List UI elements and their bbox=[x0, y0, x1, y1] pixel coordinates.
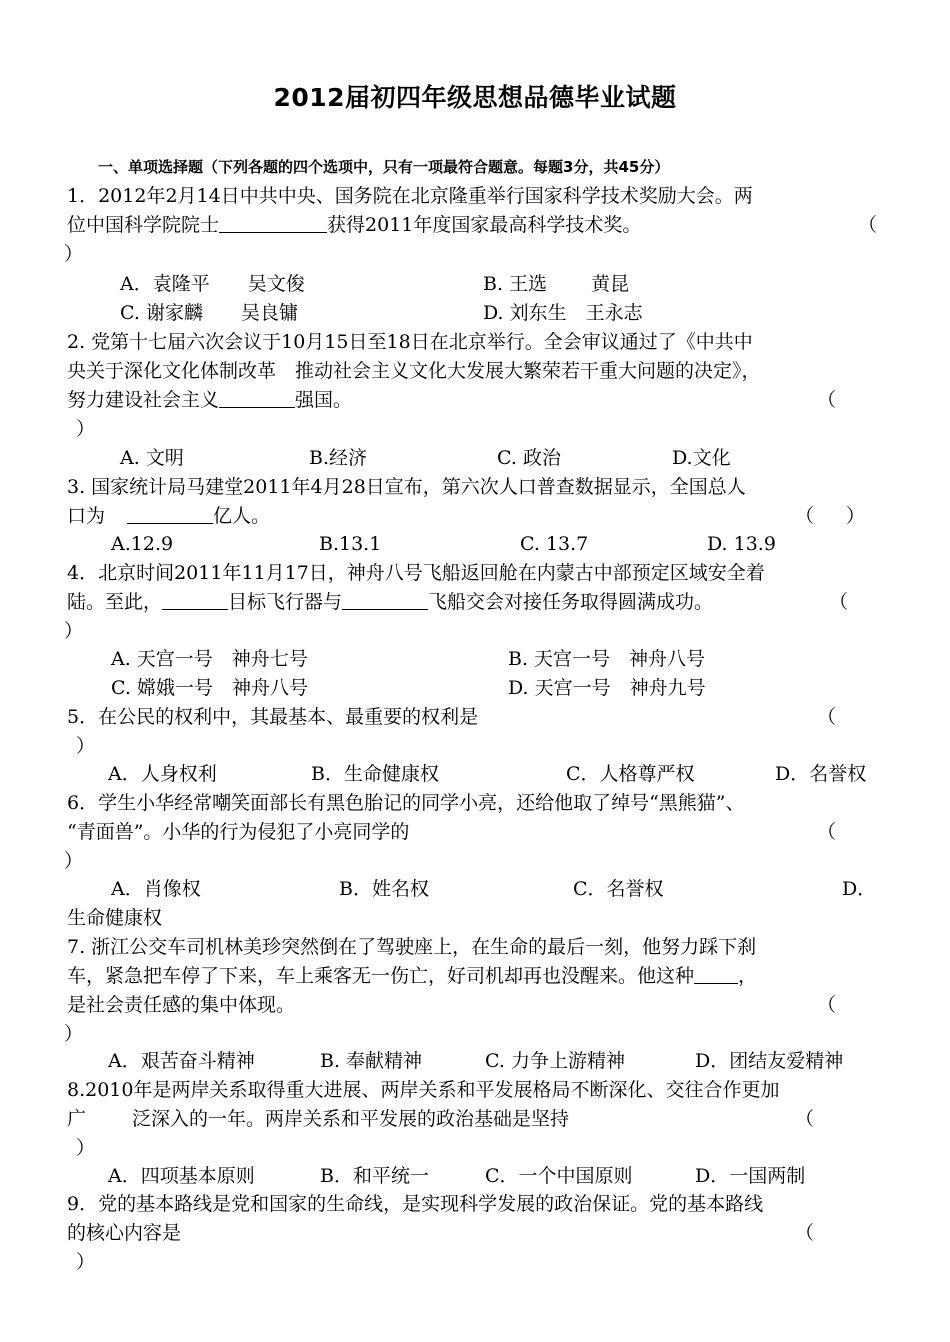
q6-option-b: B．姓名权 bbox=[339, 878, 429, 900]
q4-option-b: B. 天宫一号 神舟八号 bbox=[508, 648, 706, 670]
q3-option-d: D. 13.9 bbox=[707, 533, 776, 555]
q6-option-d: D． bbox=[842, 878, 877, 900]
q7-option-c: C. 力争上游精神 bbox=[485, 1050, 625, 1072]
question-2-line-3: 努力建设社会主义 强国。 bbox=[67, 389, 353, 411]
section-heading: 一、单项选择题（下列各题的四个选项中，只有一项最符合题意。每题3分，共45分） bbox=[98, 158, 670, 176]
question-9-line-1: 9．党的基本路线是党和国家的生命线，是实现科学发展的政治保证。党的基本路线 bbox=[67, 1193, 764, 1215]
question-3-line-1: 3. 国家统计局马建堂2011年4月28日宣布，第六次人口普查数据显示，全国总人 bbox=[67, 476, 746, 498]
answer-blank bbox=[127, 503, 213, 524]
question-7-line-1: 7. 浙江公交车司机林美珍突然倒在了驾驶座上，在生命的最后一刻，他努力踩下刹 bbox=[67, 936, 757, 958]
q8-option-c: C．一个中国原则 bbox=[485, 1165, 633, 1187]
q3-option-a: A.12.9 bbox=[111, 533, 174, 555]
question-8-line-1: 8.2010年是两岸关系取得重大进展、两岸关系和平发展格局不断深化、交往合作更加 bbox=[67, 1079, 780, 1101]
answer-paren-open: （ bbox=[817, 706, 837, 728]
answer-paren-open: （ bbox=[795, 505, 815, 527]
question-6-line-1: 6．学生小华经常嘲笑面部长有黑色胎记的同学小亮，还给他取了绰号“黑熊猫”、 bbox=[67, 792, 745, 814]
answer-paren-close: ） bbox=[64, 243, 84, 265]
answer-paren-open: （ bbox=[858, 214, 878, 236]
answer-paren-open: （ bbox=[817, 821, 837, 843]
answer-blank bbox=[694, 963, 738, 984]
q1-option-b: B. 王选 黄昆 bbox=[483, 273, 630, 295]
answer-blank bbox=[162, 589, 228, 610]
answer-paren-close: ） bbox=[76, 1251, 96, 1273]
answer-paren-open: （ bbox=[829, 591, 849, 613]
answer-paren-close: ） bbox=[76, 418, 96, 440]
q5-option-a: A．人身权利 bbox=[108, 763, 217, 785]
question-5-line-1: 5．在公民的权利中，其最基本、最重要的权利是 bbox=[67, 706, 479, 728]
answer-blank bbox=[219, 387, 295, 408]
answer-paren-close: ） bbox=[76, 1137, 96, 1159]
question-6-line-2: “青面兽”。小华的行为侵犯了小亮同学的 bbox=[67, 821, 410, 843]
q5-option-b: B．生命健康权 bbox=[311, 763, 439, 785]
q5-option-d: D．名誉权 bbox=[775, 763, 867, 785]
answer-blank bbox=[342, 589, 428, 610]
question-3-line-2: 口为 亿人。 bbox=[67, 505, 271, 527]
question-4-line-1: 4．北京时间2011年11月17日，神舟八号飞船返回舱在内蒙古中部预定区域安全着 bbox=[67, 562, 765, 584]
q1-option-d: D. 刘东生 王永志 bbox=[483, 302, 643, 324]
answer-paren-open: （ bbox=[817, 389, 837, 411]
question-1-line-2: 位中国科学院院士 获得2011年度国家最高科学技术奖。 bbox=[67, 214, 642, 236]
answer-blank bbox=[219, 212, 327, 233]
answer-paren-close: ） bbox=[76, 735, 96, 757]
q4-option-d: D. 天宫一号 神舟九号 bbox=[508, 677, 706, 699]
question-1-line-1: 1．2012年2月14日中共中央、国务院在北京隆重举行国家科学技术奖励大会。两 bbox=[67, 185, 753, 207]
q2-option-a: A. 文明 bbox=[120, 447, 184, 469]
answer-paren-close: ） bbox=[64, 620, 84, 642]
q2-option-c: C. 政治 bbox=[497, 447, 561, 469]
question-2-line-2: 央关于深化文化体制改革 推动社会主义文化大发展大繁荣若干重大问题的决定》， bbox=[67, 360, 761, 382]
question-2-line-1: 2. 党第十七届六次会议于10月15日至18日在北京举行。全会审议通过了《中共中 bbox=[67, 331, 753, 353]
q7-option-b: B. 奉献精神 bbox=[320, 1050, 423, 1072]
page-title: 2012届初四年级思想品德毕业试题 bbox=[273, 83, 677, 112]
answer-paren-close: ） bbox=[64, 1023, 84, 1045]
q4-option-a: A. 天宫一号 神舟七号 bbox=[111, 648, 308, 670]
q3-option-c: C. 13.7 bbox=[520, 533, 589, 555]
question-9-line-2: 的核心内容是 bbox=[67, 1222, 182, 1244]
answer-paren-open: （ bbox=[795, 1222, 815, 1244]
question-4-line-2: 陆。至此， 目标飞行器与 飞船交会对接任务取得圆满成功。 bbox=[67, 591, 714, 613]
question-7-line-3: 是社会责任感的集中体现。 bbox=[67, 994, 296, 1016]
q7-option-a: A．艰苦奋斗精神 bbox=[108, 1050, 255, 1072]
q5-option-c: C．人格尊严权 bbox=[566, 763, 695, 785]
q6-option-a: A．肖像权 bbox=[111, 878, 201, 900]
q2-option-d: D.文化 bbox=[672, 447, 731, 469]
q1-option-a: A．袁隆平 吴文俊 bbox=[120, 273, 305, 295]
q6-option-d-text: 生命健康权 bbox=[67, 907, 163, 929]
q3-option-b: B.13.1 bbox=[319, 533, 382, 555]
question-8-line-2: 广 泛深入的一年。两岸关系和平发展的政治基础是坚持 bbox=[67, 1108, 570, 1130]
q2-option-b: B.经济 bbox=[309, 447, 368, 469]
q1-option-c: C. 谢家麟 吴良镛 bbox=[120, 302, 298, 324]
q7-option-d: D．团结友爱精神 bbox=[695, 1050, 844, 1072]
answer-paren-close: ） bbox=[64, 850, 84, 872]
q4-option-c: C. 嫦娥一号 神舟八号 bbox=[111, 677, 308, 699]
q6-option-c: C．名誉权 bbox=[573, 878, 664, 900]
q8-option-d: D．一国两制 bbox=[695, 1165, 806, 1187]
q8-option-b: B．和平统一 bbox=[320, 1165, 429, 1187]
q8-option-a: A．四项基本原则 bbox=[108, 1165, 255, 1187]
answer-paren-close: ） bbox=[846, 505, 866, 527]
answer-paren-open: （ bbox=[795, 1108, 815, 1130]
question-7-line-2: 车，紧急把车停了下来，车上乘客无一伤亡，好司机却再也没醒来。他这种 ， bbox=[67, 965, 758, 987]
answer-paren-open: （ bbox=[817, 994, 837, 1016]
